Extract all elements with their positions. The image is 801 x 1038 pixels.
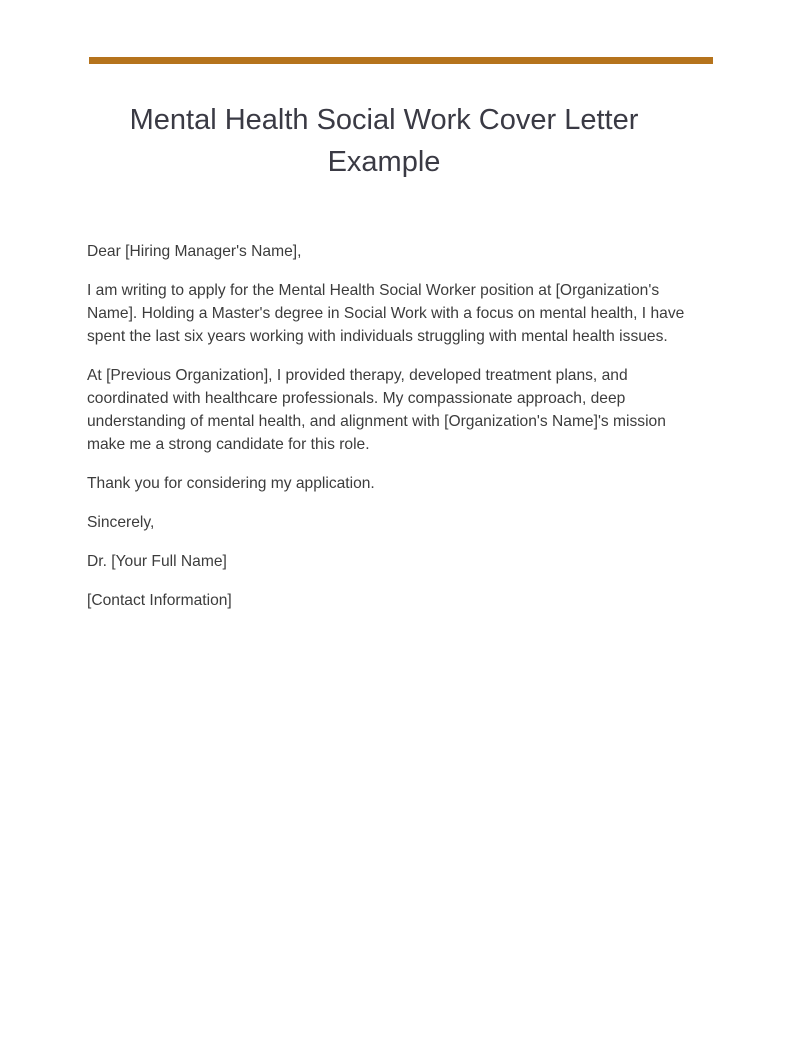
page-title: Mental Health Social Work Cover Letter Example	[129, 104, 639, 178]
salutation: Dear [Hiring Manager's Name],	[87, 243, 302, 260]
signature: Dr. [Your Full Name]	[87, 553, 227, 570]
contact-information: [Contact Information]	[87, 592, 232, 609]
body-paragraph-experience: At [Previous Organization], I provided therapy, developed treatment plans, and coordinated with healthcare professionals. My compassionate approach, deep understanding of mental health, and alignment with [Organization's Name]'s mission make me a strong candidate for this role.	[87, 367, 666, 453]
header-accent-rule	[89, 57, 713, 64]
body-paragraph-thanks: Thank you for considering my application.	[87, 475, 375, 492]
body-paragraph-intro: I am writing to apply for the Mental Health Social Worker position at [Organization's Name]. Holding a Master's degree in Social Work with a focus on mental health, I have spent the last six years working with individuals struggling with mental health issues.	[87, 282, 685, 345]
closing: Sincerely,	[87, 514, 155, 531]
letter-body	[87, 240, 697, 628]
